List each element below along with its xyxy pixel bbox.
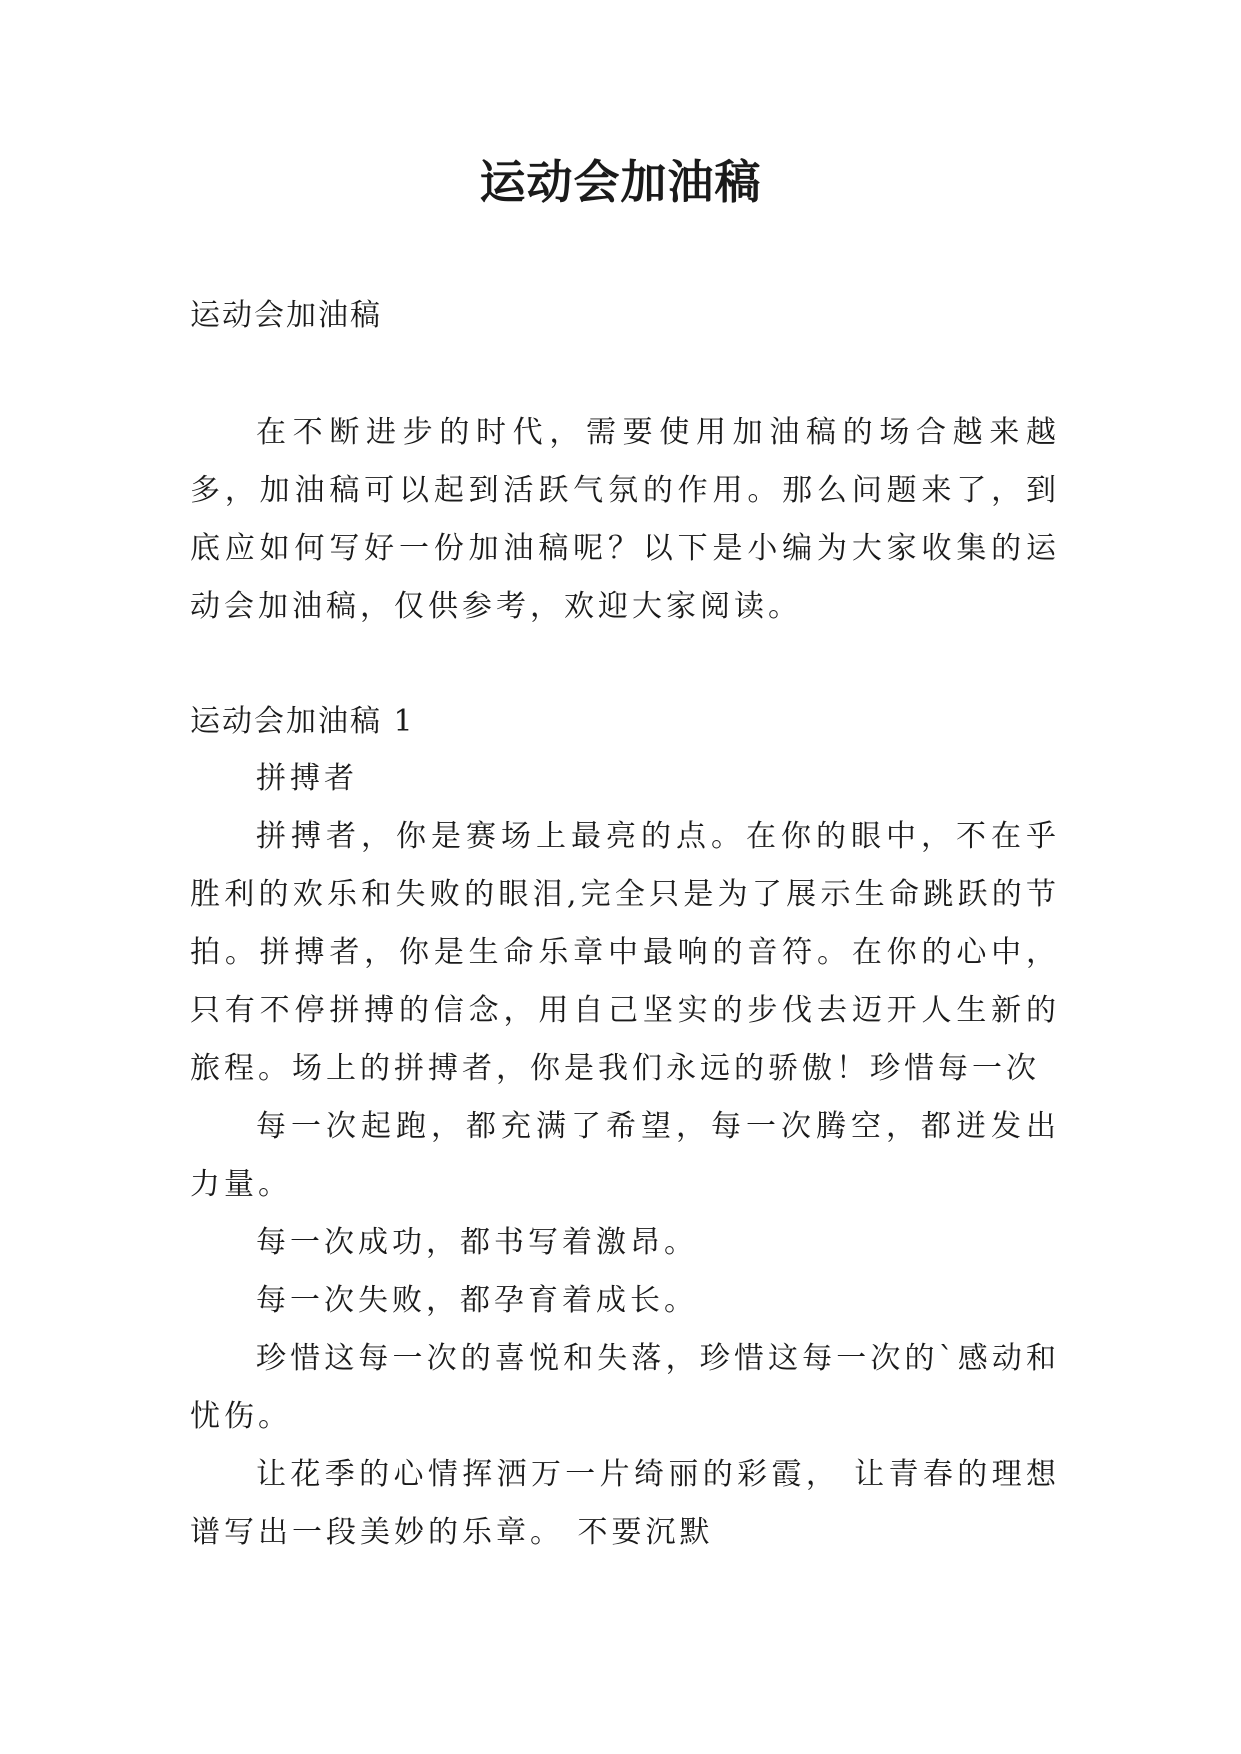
paragraph: 让花季的心情挥洒万一片绮丽的彩霞， 让青春的理想谱写出一段美妙的乐章。 不要沉默: [190, 1457, 1060, 1550]
paragraph: 珍惜这每一次的喜悦和失落，珍惜这每一次的`感动和忧伤。: [190, 1341, 1060, 1434]
paragraph: 拼搏者: [256, 761, 358, 796]
intro-paragraph: 在不断进步的时代，需要使用加油稿的场合越来越多，加油稿可以起到活跃气氛的作用。那么问题来了，到底应如何写好一份加油稿呢？以下是小编为大家收集的运动会加油稿，仅供参考，欢迎大家阅读。: [190, 415, 1060, 624]
paragraph: 拼搏者，你是赛场上最亮的点。在你的眼中，不在乎胜利的欢乐和失败的眼泪,完全只是为了展示生命跳跃的节拍。拼搏者，你是生命乐章中最响的音符。在你的心中，只有不停拼搏的信念，用自己坚实的步伐去迈开人生新的旅程。场上的拼搏者，你是我们永远的骄傲！珍惜每一次: [190, 819, 1060, 1086]
section-heading: 运动会加油稿 1: [190, 704, 415, 739]
paragraph: 每一次起跑，都充满了希望，每一次腾空，都迸发出力量。: [190, 1109, 1060, 1202]
section-body: [190, 750, 1060, 1562]
document-title: 运动会加油稿: [479, 155, 762, 209]
intro-section: [190, 404, 1060, 636]
document-subtitle: 运动会加油稿: [190, 298, 382, 333]
paragraph: 每一次失败，都孕育着成长。: [256, 1283, 698, 1318]
paragraph: 每一次成功，都书写着激昂。: [256, 1225, 698, 1260]
